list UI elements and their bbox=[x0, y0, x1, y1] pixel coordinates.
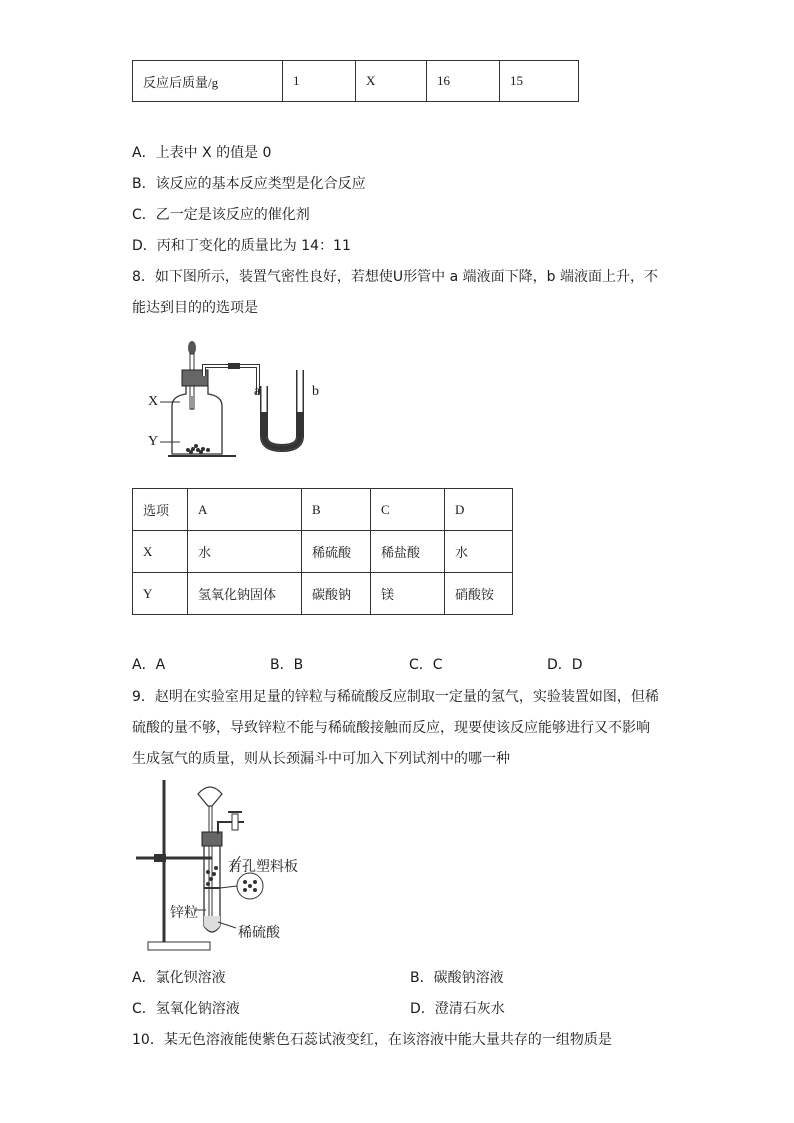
table-cell: B bbox=[302, 489, 371, 531]
q10-stem-line1: 10．某无色溶液能使紫色石蕊试液变红，在该溶液中能大量共存的一组物质是 bbox=[132, 1032, 612, 1048]
q8-stem-line2: 能达到目的的选项是 bbox=[132, 300, 258, 316]
stand-base-icon bbox=[148, 942, 210, 950]
table-cell: 硝酸铵 bbox=[445, 573, 513, 615]
mass-after-label: 反应后质量/g bbox=[133, 61, 283, 102]
table-cell: X bbox=[133, 531, 188, 573]
table-cell: Y bbox=[133, 573, 188, 615]
valve-icon bbox=[232, 814, 238, 830]
q8-option-c: C．C bbox=[409, 657, 443, 673]
table-cell: 选项 bbox=[133, 489, 188, 531]
mass-after-row bbox=[133, 61, 579, 102]
label-perforated-plate: 有孔塑料板 bbox=[228, 859, 298, 875]
long-neck-funnel-icon bbox=[198, 787, 222, 806]
table-cell: 氢氧化钠固体 bbox=[188, 573, 302, 615]
connecting-tube-icon bbox=[204, 366, 258, 394]
q7-option-b: B．该反应的基本反应类型是化合反应 bbox=[132, 176, 366, 192]
mass-table bbox=[132, 60, 579, 102]
solid-particles-icon bbox=[186, 444, 210, 454]
table-cell: D bbox=[445, 489, 513, 531]
label-zinc: 锌粒 bbox=[170, 905, 198, 921]
label-dilute-sulfuric-acid: 稀硫酸 bbox=[238, 925, 280, 941]
q9-stem-line2: 硫酸的量不够，导致锌粒不能与稀硫酸接触而反应，现要使该反应能够进行又不影响 bbox=[132, 720, 650, 736]
q7-option-a: A．上表中 X 的值是 0 bbox=[132, 145, 272, 161]
q8-table-row-y bbox=[133, 573, 513, 615]
q8-option-a: A．A bbox=[132, 657, 166, 673]
q8-option-d: D．D bbox=[547, 657, 583, 673]
table-cell: 镁 bbox=[371, 573, 445, 615]
label-a: a bbox=[254, 384, 261, 399]
q8-stem-line1: 8．如下图所示，装置气密性良好，若想使U形管中 a 端液面下降，b 端液面上升，不 bbox=[132, 269, 658, 285]
q7-option-c: C．乙一定是该反应的催化剂 bbox=[132, 207, 310, 223]
q9-stem-line3: 生成氢气的质量，则从长颈漏斗中可加入下列试剂中的哪一种 bbox=[132, 751, 510, 767]
q9-stem-line1: 9．赵明在实验室用足量的锌粒与稀硫酸反应制取一定量的氢气，实验装置如图，但稀 bbox=[132, 689, 659, 705]
stopper-icon bbox=[202, 832, 222, 846]
q9-option-b: B．碳酸钠溶液 bbox=[410, 970, 504, 986]
q8-apparatus-figure bbox=[140, 336, 340, 466]
table-cell: A bbox=[188, 489, 302, 531]
q7-option-d: D．丙和丁变化的质量比为 14：11 bbox=[132, 238, 351, 254]
q8-table-header bbox=[133, 489, 513, 531]
q8-option-b: B．B bbox=[270, 657, 304, 673]
table-cell: 水 bbox=[188, 531, 302, 573]
label-x: X bbox=[148, 394, 159, 409]
table-cell: 稀硫酸 bbox=[302, 531, 371, 573]
mass-cell: 16 bbox=[427, 61, 500, 102]
q8-options-table bbox=[132, 488, 513, 615]
label-y: Y bbox=[148, 434, 159, 449]
q8-table-row-x bbox=[133, 531, 513, 573]
mass-cell: 1 bbox=[283, 61, 356, 102]
dropper-bulb-icon bbox=[188, 341, 196, 355]
mass-cell: X bbox=[356, 61, 427, 102]
u-tube-icon bbox=[264, 370, 300, 448]
bottle-icon bbox=[172, 386, 222, 454]
q9-option-d: D．澄清石灰水 bbox=[410, 1001, 505, 1017]
mass-cell: 15 bbox=[500, 61, 579, 102]
table-cell: 稀盐酸 bbox=[371, 531, 445, 573]
table-cell: 碳酸钠 bbox=[302, 573, 371, 615]
q9-option-c: C．氢氧化钠溶液 bbox=[132, 1001, 240, 1017]
table-cell: C bbox=[371, 489, 445, 531]
label-b: b bbox=[312, 384, 319, 399]
q9-option-a: A．氯化钡溶液 bbox=[132, 970, 226, 986]
table-cell: 水 bbox=[445, 531, 513, 573]
